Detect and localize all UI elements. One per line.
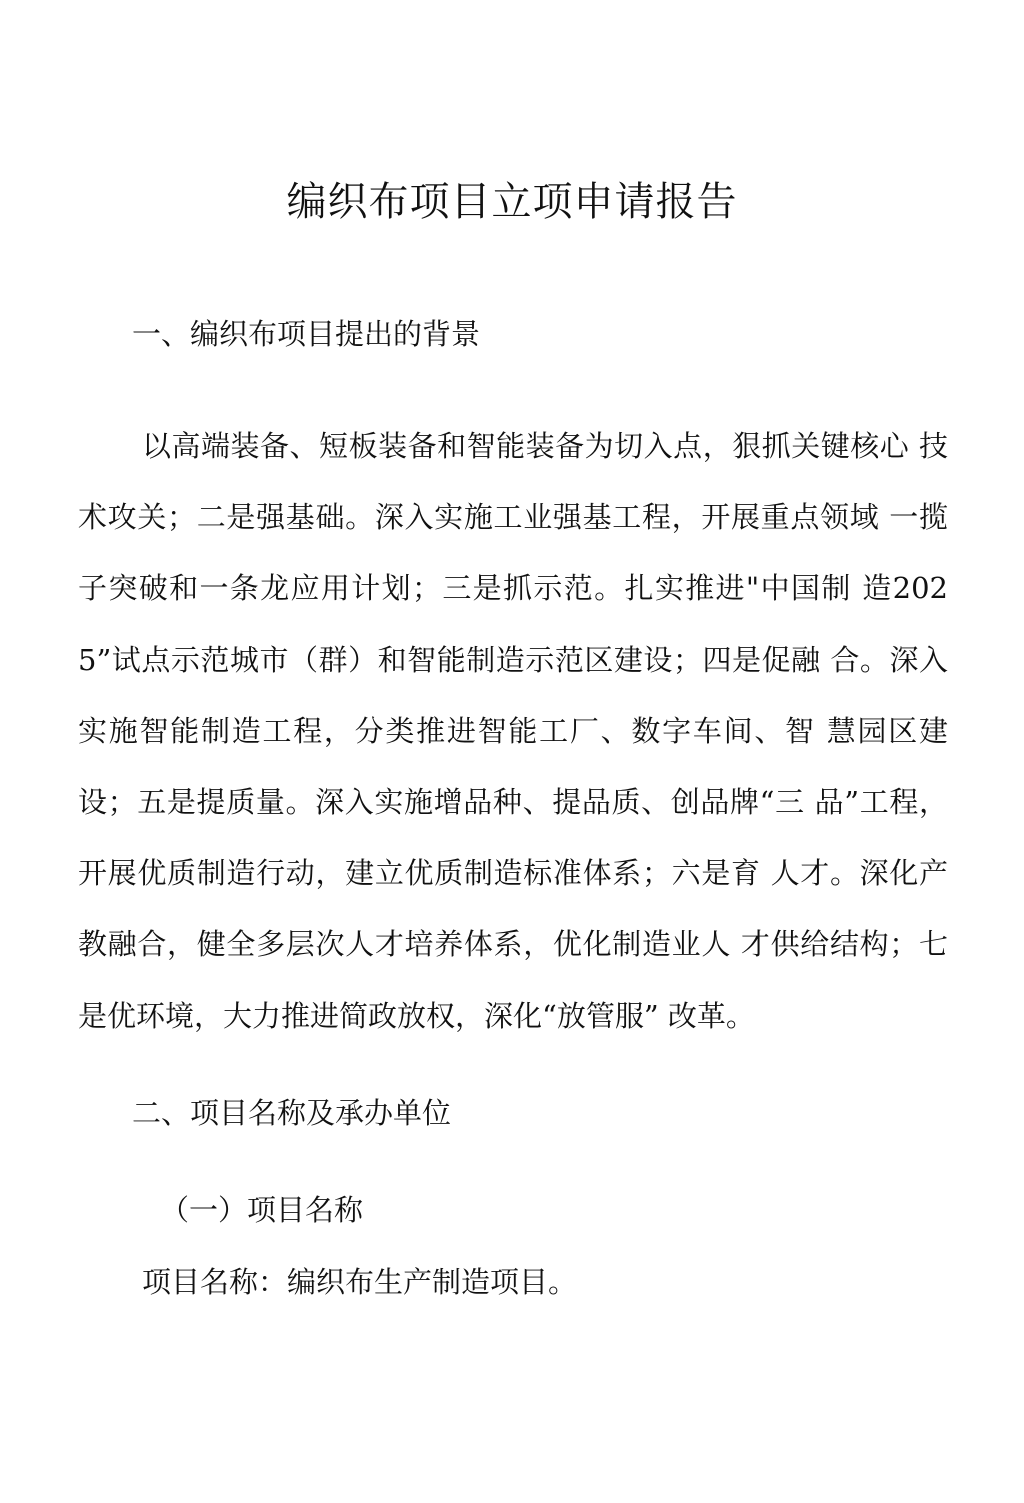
project-name-text: 项目名称：编织布生产制造项目。 xyxy=(142,1265,578,1299)
background-paragraph: 以高端装备、短板装备和智能装备为切入点，狠抓关键核心 技术攻关；二是强基础。深入实施工业强基工程，开展重点领域 一揽子突破和一条龙应用计划；三是抓示范。扎实推进"中国制 造2025”试点示范城市（群）和智能制造示范区建设；四是促融 合。深入实施智能制造工程，分类推进智能工厂、数字车间、智 慧园区建设；五是提质量。深入实施增品种、提品质、创品牌“三 品”工程，开展优质制造行动，建立优质制造标准体系；六是育 人才。深化产教融合，健全多层次人才培养体系，优化制造业人 才供给结构；七是优环境，大力推进简政放权，深化“放管服” 改革。 xyxy=(78,429,948,1033)
section-heading-project-name-and-organizer: 二、项目名称及承办单位 xyxy=(132,1096,452,1130)
section-heading-background: 一、编织布项目提出的背景 xyxy=(132,317,481,351)
document-title: 编织布项目立项申请报告 xyxy=(286,179,738,225)
subsection-heading-project-name: （一）项目名称 xyxy=(160,1193,364,1227)
